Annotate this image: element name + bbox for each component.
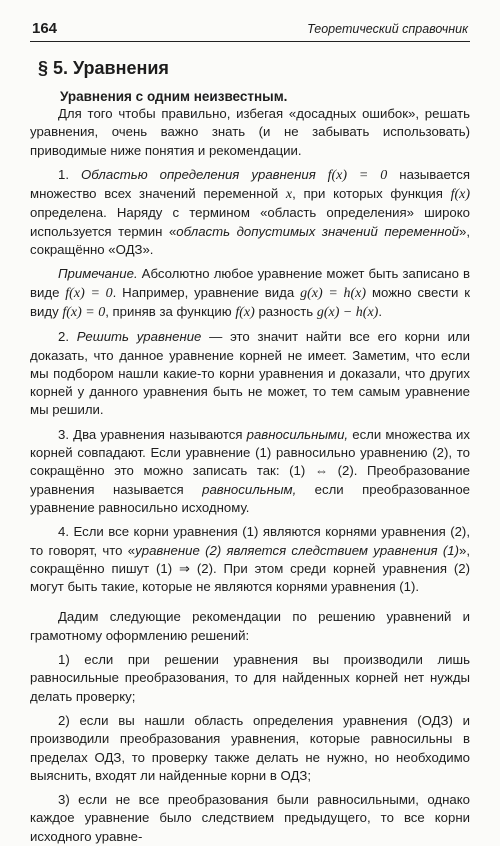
math-run: g(x) = h(x) [300, 285, 367, 301]
term-solve: Решить уравнение [76, 329, 202, 345]
paragraph-equivalent [30, 426, 470, 517]
page-header [30, 0, 470, 40]
text-run: , при которых функция [292, 186, 451, 202]
text-run: , приняв за функцию [105, 303, 236, 319]
recommendation-2: 2) если вы нашли область определения уравнения (ОДЗ) и производили преобразования уравнения, которые равносильны в пределах ОДЗ, то проверку также делать не нужно, но необходимо выяснить, входят ли найденные корни в ОДЗ; [30, 712, 470, 783]
math-run: f(x) [450, 187, 470, 203]
text-run: . Например, уравнение вида [112, 284, 301, 300]
math-run: x [285, 187, 293, 203]
text-run: разность [254, 303, 317, 319]
term-consequence: уравнение (2) является следствием уравнения (1) [135, 542, 459, 558]
paragraph-recommendations: Дадим следующие рекомендации по решению уравнений и грамотному оформлению решений: [30, 609, 470, 643]
section-title: § 5. Уравнения [38, 58, 169, 78]
paragraph-solve [30, 328, 470, 419]
term-odz: область допустимых значений переменной [176, 223, 460, 239]
text-run: — это значит найти все его корни или доказать, что данное уравнение корней не имеет. Заметим, что если мы подбором нашли какие-то корни уравнения и доказали, что других корней у данного уравнения быть не может, то тем самым уравнение мы решили. [30, 329, 470, 418]
running-title: Теоретический справочник [307, 22, 468, 36]
text-run: 2. [58, 329, 77, 345]
header-rule [30, 41, 470, 42]
text-run: 4. Если все корни уравнения (1) являются корнями уравнения (2), то говорят, что « [30, 524, 470, 558]
math-run: f(x) = 0 [62, 304, 106, 320]
math-run: f(x) = 0 [65, 285, 113, 301]
recommendation-1: 1) если при решении уравнения вы производили лишь равносильные преобразования, то для найденных корней нет нужды делать проверку; [30, 652, 470, 704]
text-run: », сокращённо пишут (1) ⇒ (2). При этом среди корней уравнения (2) могут быть такие, которые не являются корнями уравнения (1). [30, 542, 470, 595]
text-run: », сокращённо «ОДЗ». [30, 223, 471, 258]
recommendation-3: 3) если не все преобразования были равносильными, однако каждое уравнение было следствием предыдущего, то все корни исходного уравне- [30, 792, 470, 844]
text-run: если множества их корней совпадают. Если уравнение (1) равносильно уравнению (2), то сокращённо это можно записать так: (1) ⇔ (2). Преобразование уравнения называется [30, 426, 470, 497]
paragraph-consequence [30, 523, 470, 596]
math-run: g(x) − h(x) [316, 304, 379, 320]
text-run: определена. Наряду с термином «область определения» широко используется термин « [30, 205, 470, 239]
math-run: f(x) = 0 [315, 167, 388, 183]
subsection-title: Уравнения с одним неизвестным. [60, 89, 288, 104]
math-run: f(x) [235, 304, 255, 320]
text-run: . [378, 303, 383, 319]
text-run: если преобразованное уравнение равносильно исходному. [30, 481, 470, 515]
term-equivalent: равносильными, [246, 426, 349, 442]
page-number: 164 [32, 20, 58, 37]
text-run: можно свести к виду [30, 284, 470, 319]
text-run: 1. [58, 166, 82, 182]
paragraph-domain [30, 166, 470, 259]
paragraph-intro: Для того чтобы правильно, избегая «досадных ошибок», решать уравнения, очень важно знать (и не забывать использовать) приводимые ниже понятия и рекомендации. [30, 106, 470, 158]
paragraph-note [30, 265, 470, 322]
term-domain: Областью определения уравнения [81, 166, 316, 182]
note-label: Примечание. [58, 266, 138, 282]
text-run: 3. Два уравнения называются [58, 426, 247, 442]
text-run: называется множество всех значений переменной [30, 166, 470, 202]
term-equivalent-transform: равносильным, [202, 481, 297, 497]
text-run: Абсолютно любое уравнение может быть записано в виде [30, 266, 470, 300]
